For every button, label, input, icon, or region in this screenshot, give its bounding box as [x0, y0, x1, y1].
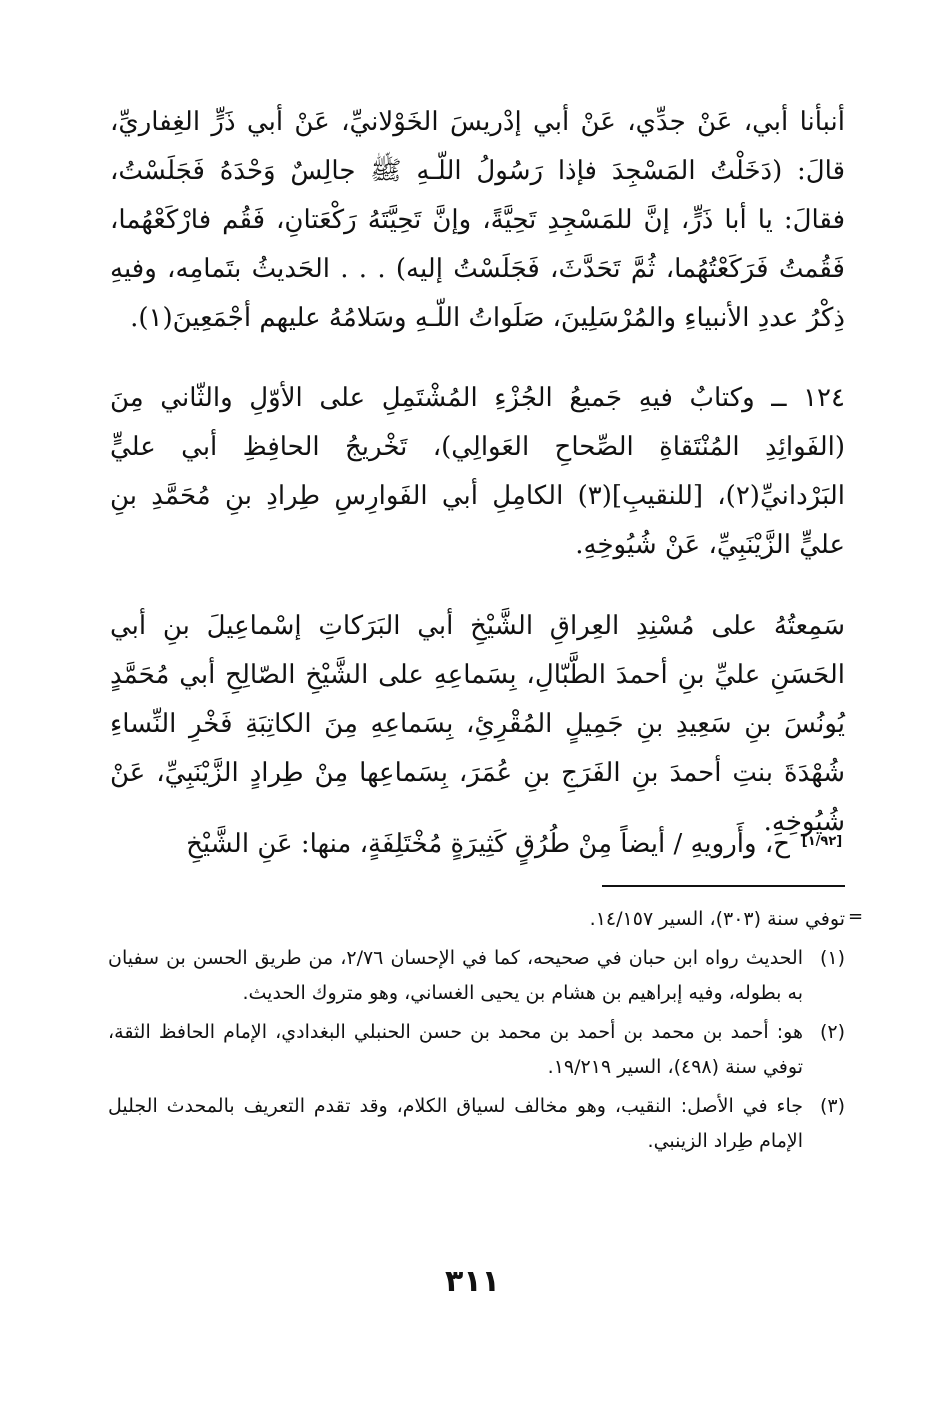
page-number: ٣١١: [445, 1264, 500, 1299]
footnotes-section: [108, 902, 845, 1163]
body-paragraph-continuation: ح، وأَرويهِ / أيضاً مِنْ طُرُقٍ كَثِيرَةٍ مُخْتَلِفَةٍ، منها: عَنِ الشَّيْخِ: [186, 829, 790, 859]
footnote-continuation-mark: =: [848, 906, 864, 927]
footnote-continuation: [108, 902, 845, 937]
body-paragraph-hadith: أنبأنا أبي، عَنْ جدِّي، عَنْ أبي إدْريسَ الخَوْلانيِّ، عَنْ أبي ذَرٍّ الغِفاريِّ، قالَ: (دَخَلْتُ المَسْجِدَ فإذا رَسُولُ اللّـهِ ﷺ جالِسٌ وَحْدَهُ فَجَلَسْتُ، فقالَ: يا أبا ذَرٍّ، إنَّ للمَسْجِدِ تَحِيَّةً، وإنَّ تَحِيَّتَهُ رَكْعَتانِ، فَقُم فارْكَعْهُما، فَقُمتُ فَرَكَعْتُهُما، ثُمَّ تَحَدَّثَ، فَجَلَسْتُ إليه) . . . الحَديثُ بتَمامِه، وفيهِ ذِكْرُ عددِ الأنبياءِ والمُرْسَلِينَ، صَلَواتُ اللّـهِ وسَلامُهُ عليهم أجْمَعِينَ(١).: [110, 107, 845, 333]
footnote-continuation-text: توفي سنة (٣٠٣)، السير ١٤/١٥٧.: [589, 908, 845, 930]
body-paragraph-entry-124: ١٢٤ ــ وكتابٌ فيهِ جَميعُ الجُزْءِ المُشْتَمِلِ على الأوّلِ والثّاني مِنَ (الفَوائِدِ المُنْتَقاةِ الصِّحاحِ العَوالِي)، تَخْريجُ الحافِظِ أبي عليٍّ البَرْدانيِّ(٢)، [للنقيبِ](٣) الكامِلِ أبي الفَوارِسِ طِرادِ بنِ مُحَمَّدِ بنِ عليٍّ الزَّيْنَبِيِّ، عَنْ شُيُوخِهِ.: [110, 383, 845, 560]
footnote-number: (١): [819, 947, 845, 969]
footnote-item: [108, 1015, 845, 1085]
footnote-separator-rule: [602, 885, 845, 887]
manuscript-folio-reference: [١/٩٢]: [801, 834, 843, 849]
footnote-item: [108, 1089, 845, 1159]
footnote-number: (٢): [819, 1021, 845, 1043]
footnote-text: الحديث رواه ابن حبان في صحيحه، كما في الإحسان ٢/٧٦، من طريق الحسن بن سفيان به بطوله، وفيه إبراهيم بن هشام بن يحيى الغساني، وهو متروك الحديث.: [108, 947, 803, 1004]
footnote-item: [108, 941, 845, 1011]
body-paragraph-chain-of-transmission: سَمِعتُهُ على مُسْنِدِ العِراقِ الشَّيْخِ أبي البَرَكاتِ إسْماعِيلَ بنِ أبي الحَسَنِ عليِّ بنِ أحمدَ الطَّبّالِ، بِسَماعِهِ على الشَّيْخِ الصّالِحِ أبي مُحَمَّدٍ يُونُسَ بنِ سَعِيدِ بنِ جَمِيلٍ المُقْرِئِ، بِسَماعِهِ مِنَ الكاتِبَةِ فَخْرِ النِّساءِ شُهْدَةَ بنتِ أحمدَ بنِ الفَرَجِ بنِ عُمَرَ، بِسَماعِها مِنْ طِرادٍ الزَّيْنَبِيِّ، عَنْ شُيُوخِهِ.: [110, 611, 845, 837]
footnote-number: (٣): [819, 1095, 845, 1117]
footnote-text: هو: أحمد بن محمد بن أحمد بن محمد بن حسن الحنبلي البغدادي، الإمام الحافظ الثقة، توفي سنة (٤٩٨)، السير ١٩/٢١٩.: [108, 1021, 803, 1078]
footnote-text: جاء في الأصل: النقيب، وهو مخالف لسياق الكلام، وقد تقدم التعريف بالمحدث الجليل الإمام طِراد الزينبي.: [108, 1095, 803, 1152]
